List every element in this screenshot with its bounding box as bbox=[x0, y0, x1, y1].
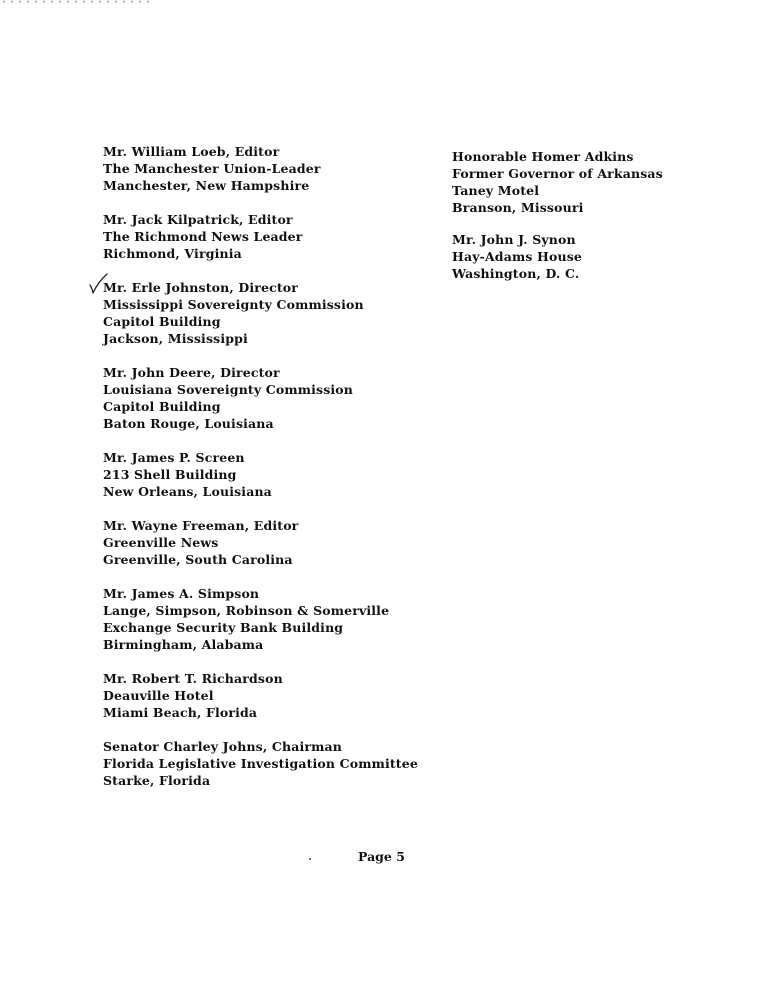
address-line: Capitol Building bbox=[103, 399, 221, 414]
address-line: Mr. Erle Johnston, Director bbox=[103, 280, 298, 295]
address-line: Baton Rouge, Louisiana bbox=[103, 416, 274, 431]
stray-mark bbox=[309, 858, 311, 860]
address-line: Mr. Robert T. Richardson bbox=[103, 671, 283, 686]
address-line: Senator Charley Johns, Chairman bbox=[103, 739, 342, 754]
address-entry bbox=[103, 143, 433, 194]
address-line: Former Governor of Arkansas bbox=[452, 166, 663, 181]
address-line: Mr. James P. Screen bbox=[103, 450, 245, 465]
address-entry bbox=[103, 517, 433, 568]
address-line: Starke, Florida bbox=[103, 773, 211, 788]
address-line: Mr. John Deere, Director bbox=[103, 365, 280, 380]
address-line: Lange, Simpson, Robinson & Somerville bbox=[103, 603, 390, 618]
address-line: Greenville News bbox=[103, 535, 219, 550]
page-number: Page 5 bbox=[358, 849, 405, 864]
address-line: Louisiana Sovereignty Commission bbox=[103, 382, 354, 397]
address-line: New Orleans, Louisiana bbox=[103, 484, 272, 499]
address-line: The Richmond News Leader bbox=[103, 229, 303, 244]
address-line: Capitol Building bbox=[103, 314, 221, 329]
address-line: Washington, D. C. bbox=[452, 266, 580, 281]
address-line: Mr. James A. Simpson bbox=[103, 586, 260, 601]
address-entry bbox=[103, 738, 433, 789]
address-entry bbox=[103, 670, 433, 721]
address-line: Deauville Hotel bbox=[103, 688, 214, 703]
address-line: Greenville, South Carolina bbox=[103, 552, 293, 567]
address-entry bbox=[452, 231, 712, 282]
address-line: Jackson, Mississippi bbox=[103, 331, 248, 346]
address-line: Honorable Homer Adkins bbox=[452, 149, 634, 164]
address-entry bbox=[103, 211, 433, 262]
address-entry bbox=[103, 449, 433, 500]
address-line: Birmingham, Alabama bbox=[103, 637, 264, 652]
address-line: Mississippi Sovereignty Commission bbox=[103, 297, 364, 312]
address-line: Exchange Security Bank Building bbox=[103, 620, 344, 635]
address-line: Florida Legislative Investigation Committee bbox=[103, 756, 418, 771]
address-line: Mr. Jack Kilpatrick, Editor bbox=[103, 212, 293, 227]
address-line: Mr. William Loeb, Editor bbox=[103, 144, 280, 159]
address-line: Mr. John J. Synon bbox=[452, 232, 576, 247]
right-address-column bbox=[452, 148, 712, 297]
check-mark-icon bbox=[86, 272, 110, 296]
address-line: Branson, Missouri bbox=[452, 200, 584, 215]
address-entry bbox=[452, 148, 712, 216]
scan-edge-dots bbox=[0, 0, 150, 3]
address-line: The Manchester Union-Leader bbox=[103, 161, 321, 176]
address-entry bbox=[103, 364, 433, 432]
address-line: Manchester, New Hampshire bbox=[103, 178, 310, 193]
address-line: Taney Motel bbox=[452, 183, 540, 198]
address-line: Mr. Wayne Freeman, Editor bbox=[103, 518, 299, 533]
address-entry bbox=[103, 279, 433, 347]
address-line: Richmond, Virginia bbox=[103, 246, 242, 261]
address-entry bbox=[103, 585, 433, 653]
address-line: Hay-Adams House bbox=[452, 249, 582, 264]
left-address-column bbox=[103, 143, 433, 806]
address-line: 213 Shell Building bbox=[103, 467, 237, 482]
address-line: Miami Beach, Florida bbox=[103, 705, 258, 720]
